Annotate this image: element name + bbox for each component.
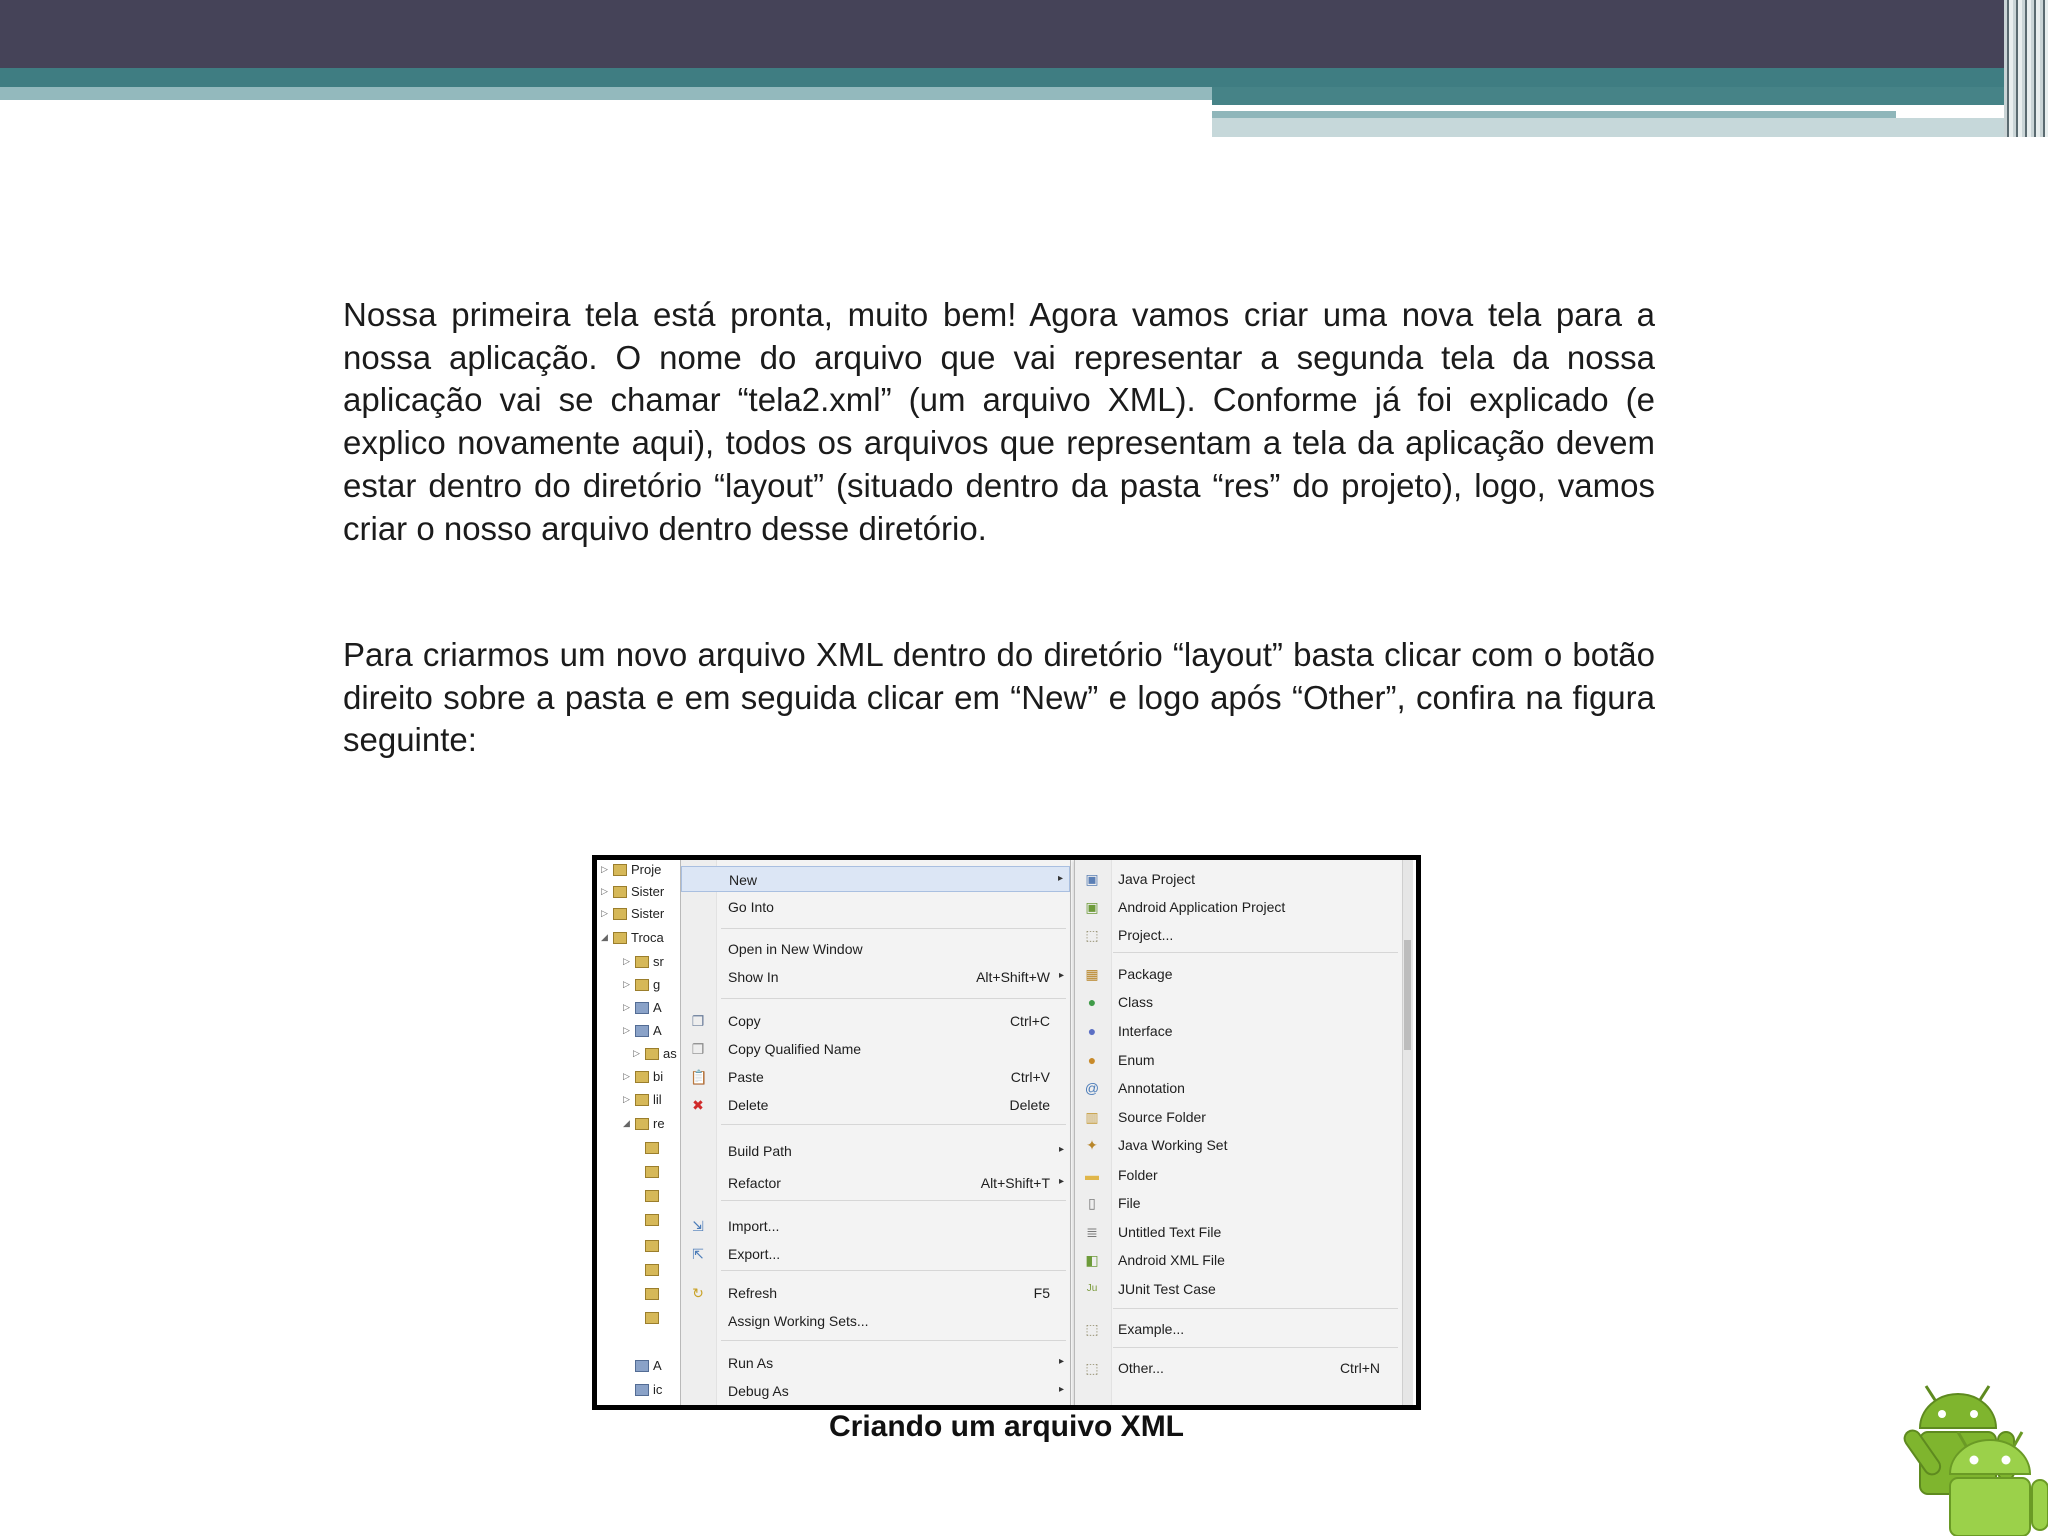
menu-item-label: Other...	[1118, 1360, 1164, 1376]
expand-arrow-icon[interactable]: ▷	[623, 1071, 630, 1081]
header-bar-teal	[0, 68, 2048, 87]
working-set-icon: ✦	[1086, 1137, 1098, 1153]
tree-item[interactable]	[645, 1214, 659, 1226]
submenu-item-android-xml-file[interactable]	[1075, 1247, 1400, 1273]
tree-item-label: Proje	[631, 862, 662, 877]
menu-item-label: Interface	[1118, 1023, 1173, 1039]
file-icon	[635, 1360, 649, 1372]
menu-separator	[721, 1270, 1066, 1271]
expand-arrow-icon[interactable]: ▷	[601, 886, 608, 896]
folder-icon	[645, 1288, 659, 1300]
header-bar-thin-right	[1212, 111, 1896, 118]
header-bar-pale-right	[1212, 118, 2012, 137]
folder-icon	[645, 1264, 659, 1276]
tree-item-label: as	[663, 1046, 677, 1061]
header-bar-teal-right	[1212, 87, 2048, 105]
menu-item-shortcut: Ctrl+V	[1010, 1069, 1050, 1085]
expand-arrow-icon[interactable]: ▷	[623, 979, 630, 989]
scrollbar-thumb[interactable]	[1404, 940, 1411, 1050]
tree-item-label: g	[653, 977, 661, 992]
menu-item-label: New	[729, 872, 758, 888]
tree-item-label: ic	[653, 1382, 663, 1397]
submenu-item-interface[interactable]	[1075, 1018, 1400, 1044]
source-folder-icon: ▥	[1085, 1109, 1099, 1125]
annotation-icon: @	[1084, 1080, 1100, 1096]
expand-arrow-icon[interactable]: ▷	[623, 1094, 630, 1104]
menu-item-import[interactable]	[681, 1213, 1070, 1239]
folder-icon	[613, 932, 627, 944]
submenu-arrow-icon: ▸	[1058, 1356, 1064, 1367]
delete-icon: ✖	[692, 1097, 704, 1113]
menu-item-label: Android XML File	[1118, 1252, 1225, 1268]
file-icon	[635, 1384, 649, 1396]
menu-separator	[721, 1340, 1066, 1341]
import-icon: ⇲	[692, 1218, 704, 1234]
menu-item-label: Copy Qualified Name	[728, 1041, 862, 1057]
folder-icon	[635, 1071, 649, 1083]
folder-icon	[613, 864, 627, 876]
tree-item[interactable]	[623, 1116, 665, 1131]
tree-item[interactable]	[645, 1288, 659, 1300]
menu-item-label: Import...	[728, 1218, 780, 1234]
header-bar-light-left	[0, 87, 1212, 100]
tree-item[interactable]	[645, 1264, 659, 1276]
folder-icon	[635, 956, 649, 968]
corner-stripes	[2004, 0, 2048, 137]
menu-item-label: Project...	[1118, 927, 1174, 943]
menu-item-label: File	[1118, 1195, 1141, 1211]
header-bar-dark	[0, 0, 2048, 68]
tree-item[interactable]	[623, 954, 664, 969]
menu-item-label: Copy	[728, 1013, 761, 1029]
android-mascot-icon	[1880, 1370, 2048, 1536]
folder-icon	[635, 979, 649, 991]
eclipse-screenshot	[592, 855, 1421, 1410]
tree-item-label: lil	[653, 1092, 662, 1107]
java-project-icon: ▣	[1085, 871, 1099, 887]
menu-item-shortcut: F5	[1033, 1285, 1050, 1301]
tree-item[interactable]	[633, 1046, 677, 1061]
folder-icon	[645, 1190, 659, 1202]
android-project-icon: ▣	[1085, 899, 1099, 915]
menu-item-label: Run As	[728, 1355, 774, 1371]
menu-item-refresh[interactable]	[681, 1280, 1070, 1306]
menu-item-copy[interactable]	[681, 1008, 1070, 1034]
folder-icon	[645, 1312, 659, 1324]
submenu-item-source-folder[interactable]	[1075, 1104, 1400, 1130]
project-icon: ⬚	[1085, 927, 1099, 943]
submenu-item-untitled-text-file[interactable]	[1075, 1219, 1400, 1245]
submenu-item-java-working-set[interactable]	[1075, 1132, 1400, 1158]
menu-item-shortcut: Alt+Shift+W	[976, 969, 1050, 985]
expand-arrow-icon[interactable]: ▷	[601, 908, 608, 918]
menu-item-debug-as[interactable]	[681, 1378, 1070, 1404]
menu-item-label: Export...	[728, 1246, 781, 1262]
menu-separator	[1113, 1308, 1398, 1309]
menu-item-label: Folder	[1118, 1167, 1158, 1183]
tree-item-label: Troca	[631, 930, 664, 945]
submenu-arrow-icon: ▸	[1058, 1176, 1064, 1187]
copy-icon: ❐	[691, 1013, 705, 1029]
menu-item-build-path[interactable]	[681, 1138, 1070, 1164]
text-file-icon: ≣	[1086, 1224, 1098, 1240]
submenu-item-project[interactable]	[1075, 922, 1400, 948]
tree-item[interactable]	[623, 1092, 662, 1107]
tree-item[interactable]	[623, 977, 660, 992]
menu-item-open-in-new-window[interactable]	[681, 936, 1070, 962]
context-menu	[680, 860, 1071, 1410]
menu-item-label: Untitled Text File	[1118, 1224, 1222, 1240]
menu-item-label: Assign Working Sets...	[728, 1313, 869, 1329]
menu-item-label: Refactor	[728, 1175, 781, 1191]
submenu-item-junit-test-case[interactable]	[1075, 1276, 1400, 1302]
menu-item-refactor[interactable]	[681, 1170, 1070, 1196]
menu-item-export[interactable]	[681, 1241, 1070, 1267]
folder-icon	[635, 1025, 649, 1037]
submenu-arrow-icon: ▸	[1058, 970, 1064, 981]
folder-icon	[635, 1002, 649, 1014]
package-icon: ▦	[1085, 966, 1099, 982]
expand-arrow-icon[interactable]: ▷	[623, 1002, 630, 1012]
expand-arrow-icon[interactable]: ▷	[601, 864, 608, 874]
paragraph-instructions: Para criarmos um novo arquivo XML dentro do diretório “layout” basta clicar com o botão direito sobre a pasta e em seguida clicar em “New” e logo após “Other”, confira na figura seguinte:	[343, 636, 1655, 759]
menu-item-shortcut: Delete	[1009, 1097, 1050, 1113]
menu-item-label: Paste	[728, 1069, 764, 1085]
menu-item-new[interactable]	[681, 866, 1070, 892]
submenu-item-class[interactable]	[1075, 989, 1400, 1015]
menu-separator	[721, 1124, 1066, 1125]
menu-item-label: Annotation	[1118, 1080, 1185, 1096]
menu-separator	[721, 928, 1066, 929]
refresh-icon: ↻	[692, 1285, 704, 1301]
folder-icon	[635, 1094, 649, 1106]
example-icon: ⬚	[1085, 1321, 1099, 1337]
menu-item-label: JUnit Test Case	[1118, 1281, 1216, 1297]
paragraph-intro: Nossa primeira tela está pronta, muito bem! Agora vamos criar uma nova tela para a nossa aplicação. O nome do arquivo que vai representar a segunda tela da nossa aplicação vai se chamar “tela2.xml” (um arquivo XML). Conforme já foi explicado (e explico novamente aqui), todos os arquivos que representam a tela da aplicação devem estar dentro do diretório “layout” (situado dentro da pasta “res” do projeto), logo, vamos criar o nosso arquivo dentro desse diretório.	[343, 296, 1655, 547]
export-icon: ⇱	[692, 1246, 704, 1262]
interface-icon: ●	[1087, 1023, 1097, 1039]
expand-arrow-icon[interactable]: ▷	[623, 956, 630, 966]
menu-item-copy-qualified-name[interactable]	[681, 1036, 1070, 1062]
expand-arrow-icon[interactable]: ◢	[601, 932, 608, 942]
tree-item-label: A	[653, 1023, 662, 1038]
menu-item-label: Class	[1118, 994, 1154, 1010]
menu-item-label: Refresh	[728, 1285, 778, 1301]
menu-item-shortcut: Ctrl+C	[1009, 1013, 1050, 1029]
submenu-item-annotation[interactable]	[1075, 1075, 1400, 1101]
tree-item-label: Sister	[631, 884, 665, 899]
tree-item[interactable]	[601, 884, 664, 899]
submenu-arrow-icon: ▸	[1058, 1384, 1064, 1395]
submenu-item-package[interactable]	[1075, 961, 1400, 987]
new-submenu	[1074, 860, 1413, 1410]
menu-item-label: Java Working Set	[1118, 1137, 1228, 1153]
submenu-scrollbar[interactable]	[1402, 860, 1413, 1410]
tree-item[interactable]	[635, 1358, 662, 1373]
tree-item[interactable]	[645, 1142, 659, 1154]
expand-arrow-icon[interactable]: ▷	[623, 1025, 630, 1035]
submenu-item-folder[interactable]	[1075, 1162, 1400, 1188]
menu-item-assign-working-sets[interactable]	[681, 1308, 1070, 1334]
folder-icon	[645, 1214, 659, 1226]
menu-separator	[721, 998, 1066, 999]
junit-icon: Ju	[1086, 1283, 1098, 1294]
submenu-item-example[interactable]	[1075, 1316, 1400, 1342]
tree-item-label: sr	[653, 954, 664, 969]
menu-item-label: Delete	[728, 1097, 769, 1113]
tree-item-label: A	[653, 1358, 662, 1373]
copy-qualified-icon: ❐	[691, 1041, 705, 1057]
tree-item[interactable]	[601, 862, 661, 877]
folder-icon	[645, 1048, 659, 1060]
folder-icon	[645, 1166, 659, 1178]
submenu-item-android-application-project[interactable]	[1075, 894, 1400, 920]
tree-item[interactable]	[601, 906, 664, 921]
paste-icon: 📋	[690, 1069, 708, 1085]
tree-item[interactable]	[645, 1312, 659, 1324]
menu-separator	[721, 1200, 1066, 1201]
tree-item[interactable]	[635, 1382, 662, 1397]
tree-item[interactable]	[645, 1190, 659, 1202]
expand-arrow-icon[interactable]: ▷	[633, 1048, 640, 1058]
other-icon: ⬚	[1085, 1360, 1099, 1376]
menu-item-label: Java Project	[1118, 871, 1196, 887]
submenu-item-enum[interactable]	[1075, 1047, 1400, 1073]
menu-separator	[1113, 1347, 1398, 1348]
tree-item-label: re	[653, 1116, 665, 1131]
menu-item-label: Enum	[1118, 1052, 1155, 1068]
folder-icon	[645, 1142, 659, 1154]
class-icon: ●	[1087, 994, 1097, 1010]
tree-item-label: Sister	[631, 906, 665, 921]
tree-item[interactable]	[623, 1000, 662, 1015]
folder-icon	[635, 1118, 649, 1130]
menu-item-label: Android Application Project	[1118, 899, 1286, 915]
menu-item-label: Example...	[1118, 1321, 1185, 1337]
menu-item-label: Build Path	[728, 1143, 792, 1159]
menu-item-label: Package	[1118, 966, 1173, 982]
menu-item-run-as[interactable]	[681, 1350, 1070, 1376]
folder-icon: ▬	[1085, 1167, 1099, 1183]
folder-icon	[613, 908, 627, 920]
submenu-arrow-icon: ▸	[1058, 1144, 1064, 1155]
menu-item-delete[interactable]	[681, 1092, 1070, 1118]
menu-item-paste[interactable]	[681, 1064, 1070, 1090]
expand-arrow-icon[interactable]: ◢	[623, 1118, 630, 1128]
android-xml-icon: ◧	[1085, 1252, 1099, 1268]
folder-icon	[645, 1240, 659, 1252]
menu-item-label: Show In	[728, 969, 779, 985]
tree-item[interactable]	[645, 1240, 659, 1252]
tree-item-label: bi	[653, 1069, 664, 1084]
menu-item-shortcut: Alt+Shift+T	[980, 1175, 1050, 1191]
menu-item-go-into[interactable]	[681, 894, 1070, 920]
figure-caption: Criando um arquivo XML	[828, 1410, 1185, 1443]
menu-item-label: Go Into	[728, 899, 774, 915]
menu-separator	[1113, 952, 1398, 953]
submenu-item-other[interactable]	[1075, 1355, 1400, 1381]
tree-item[interactable]	[645, 1166, 659, 1178]
menu-item-show-in[interactable]	[681, 964, 1070, 990]
project-explorer-tree	[597, 860, 687, 1405]
tree-item[interactable]	[623, 1069, 663, 1084]
submenu-arrow-icon: ▸	[1057, 873, 1063, 884]
menu-item-label: Debug As	[728, 1383, 789, 1399]
submenu-item-file[interactable]	[1075, 1190, 1400, 1216]
menu-item-label: Open in New Window	[728, 941, 863, 957]
submenu-item-java-project[interactable]	[1075, 866, 1400, 892]
enum-icon: ●	[1087, 1052, 1097, 1068]
folder-icon	[613, 886, 627, 898]
tree-item[interactable]	[601, 930, 664, 945]
tree-item-label: A	[653, 1000, 662, 1015]
tree-item[interactable]	[623, 1023, 662, 1038]
file-icon: ▯	[1088, 1195, 1096, 1211]
menu-item-shortcut: Ctrl+N	[1339, 1360, 1380, 1376]
menu-item-label: Source Folder	[1118, 1109, 1206, 1125]
